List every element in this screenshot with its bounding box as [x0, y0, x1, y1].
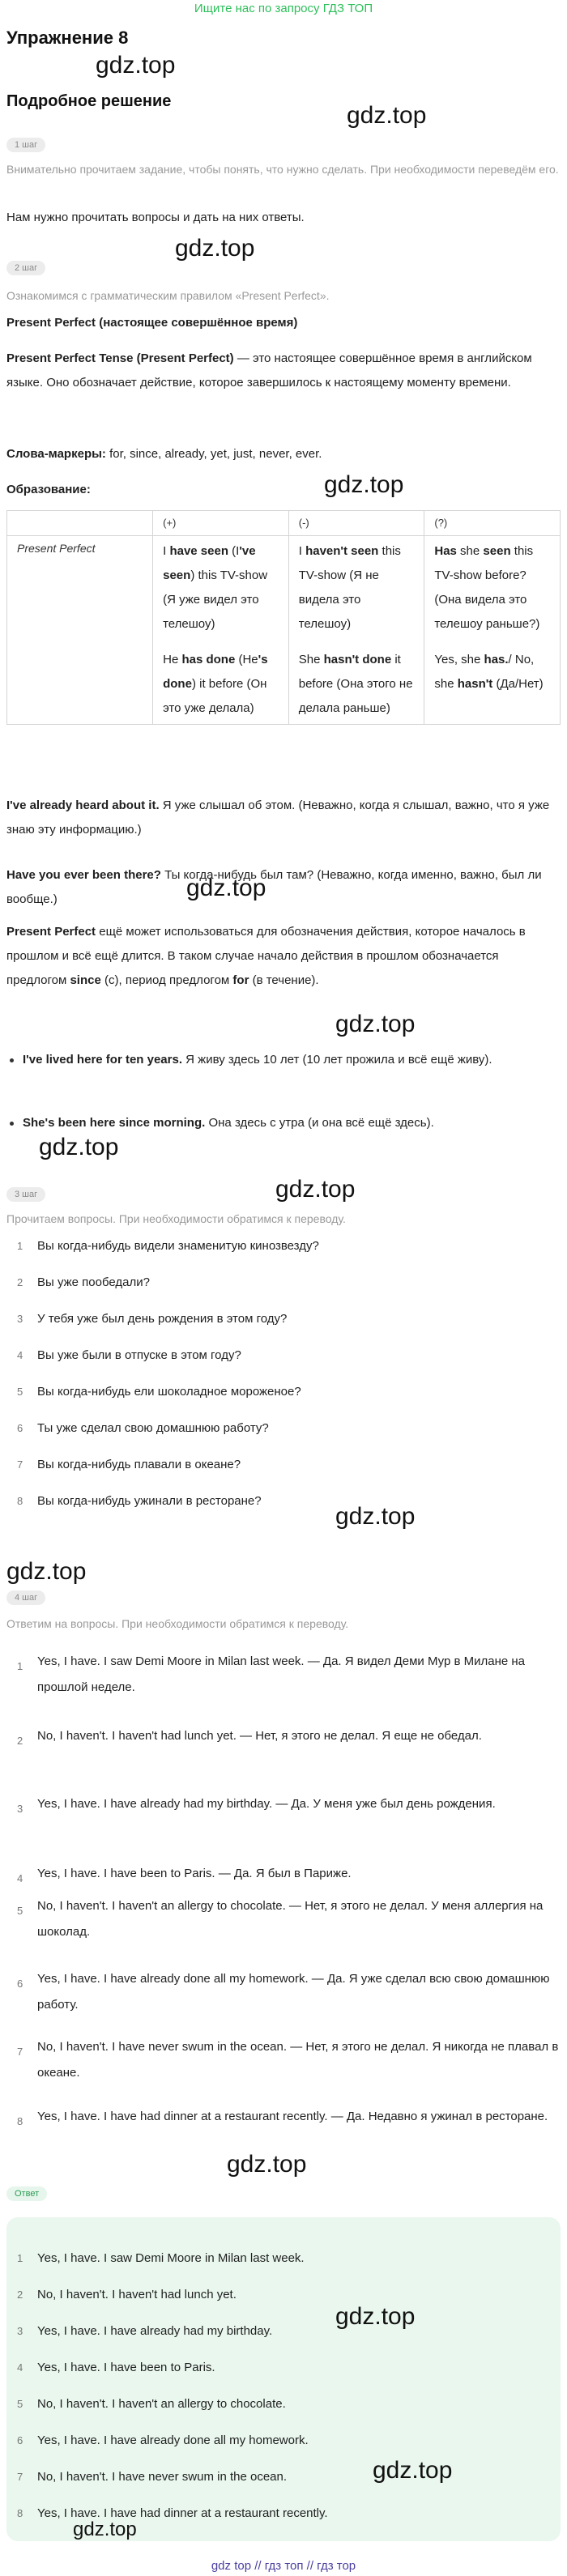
list-item: 7 Вы когда-нибудь плавали в океане? — [17, 1458, 241, 1471]
bullet-item: I've lived here for ten years. Я живу здесь 10 лет (10 лет прожила и всё ещё живу). — [23, 1048, 557, 1072]
step-hint: Внимательно прочитаем задание, чтобы понять, что нужно сделать. При необходимости переведём его. — [6, 163, 559, 176]
watermark: gdz.top — [335, 1011, 416, 1037]
list-item: 5 Вы когда-нибудь ели шоколадное мороженое? — [17, 1385, 301, 1399]
list-item: 8 Yes, I have. I have had dinner at a restaurant recently. — Да. Недавно я ужинал в ресторане. — [17, 2110, 548, 2127]
watermark: gdz.top — [96, 52, 176, 79]
list-item: 3 У тебя уже был день рождения в этом году? — [17, 1312, 288, 1326]
column-header-question: (?) — [424, 511, 561, 536]
footer-links[interactable]: gdz top // гдз топ // гдз тор — [211, 2559, 356, 2573]
step-hint: Прочитаем вопросы. При необходимости обратимся к переводу. — [6, 1212, 346, 1225]
list-item: 5 No, I haven't. I haven't an allergy to chocolate. — Нет, я этого не делал. У меня аллергия на шоколад. — [17, 1899, 544, 1939]
bullet-item: She's been here since morning. Она здесь с утра (и она всё ещё здесь). — [23, 1111, 557, 1135]
table-corner — [7, 511, 153, 536]
answer-badge: Ответ — [6, 2186, 47, 2201]
list-item: 1 Yes, I have. I saw Demi Moore in Milan last week. — Да. Я видел Деми Мур в Милане на прошлой неделе. — [17, 1654, 526, 1694]
step-text: Нам нужно прочитать вопросы и дать на них ответы. — [6, 211, 305, 224]
example-sentence: Have you ever been there? Ты когда-нибудь был там? (Неважно, когда именно, важно, был ли вообще.) — [6, 868, 542, 906]
list-item: 2 No, I haven't. I haven't had lunch yet. — [17, 2288, 237, 2301]
column-header-negative: (-) — [288, 511, 424, 536]
watermark: gdz.top — [373, 2457, 453, 2484]
row-label: Present Perfect — [7, 536, 153, 725]
list-item: 6 Yes, I have. I have already done all my homework. — Да. Я уже сделал всю свою домашнюю работу. — [17, 1972, 550, 2012]
step-hint: Ответим на вопросы. При необходимости обратимся к переводу. — [6, 1617, 349, 1630]
watermark: gdz.top — [175, 235, 255, 262]
list-item: 1 Yes, I have. I saw Demi Moore in Milan last week. — [17, 2251, 305, 2265]
final-answers-list — [0, 2248, 559, 2540]
watermark: gdz.top — [324, 471, 404, 498]
table-cell-affirmative: I have seen (I've seen) this TV-show (Я уже видел это телешоу) He has done (He's done) it before (Он это уже делала) — [153, 536, 289, 725]
rule-definition: Present Perfect Tense (Present Perfect) — это настоящее совершённое время в английском языке. Оно обозначает действие, которое завершилось к настоящему моменту времени. — [6, 351, 532, 390]
watermark: gdz.top — [186, 875, 266, 901]
step-badge: 1 шаг — [6, 138, 45, 152]
list-item: 4 Вы уже были в отпуске в этом году? — [17, 1348, 241, 1362]
step-badge: 4 шаг — [6, 1590, 45, 1605]
list-item: 3 Yes, I have. I have already had my birthday. — [17, 2324, 273, 2338]
signal-words: Слова-маркеры: for, since, already, yet, just, never, ever. — [6, 447, 322, 461]
list-item: 4 Yes, I have. I have been to Paris. — [17, 2361, 215, 2374]
list-item: 6 Yes, I have. I have already done all my homework. — [17, 2433, 309, 2447]
list-item: 8 Yes, I have. I have had dinner at a restaurant recently. — [17, 2506, 328, 2520]
list-item: 1 Вы когда-нибудь видели знаменитую кинозвезду? — [17, 1239, 319, 1253]
formation-label: Образование: — [6, 483, 91, 496]
grammar-table — [6, 510, 561, 725]
watermark: gdz.top — [39, 1134, 119, 1160]
column-header-affirmative: (+) — [153, 511, 289, 536]
list-item: 7 No, I haven't. I have never swum in the ocean. — [17, 2470, 288, 2484]
answers-list — [0, 1649, 559, 2169]
step-badge: 2 шаг — [6, 261, 45, 275]
watermark: gdz.top — [335, 1503, 416, 1530]
list-item: 7 No, I haven't. I have never swum in the ocean. — Нет, я этого не делал. Я никогда не плавал в океане. — [17, 2040, 559, 2080]
step-hint: Ознакомимся с грамматическим правилом «Present Perfect». — [6, 289, 330, 302]
search-promo-link[interactable]: Ищите нас по запросу ГДЗ ТОП — [194, 2, 373, 15]
watermark: gdz.top — [275, 1176, 356, 1203]
watermark: gdz.top — [347, 102, 427, 129]
step-badge: 3 шаг — [6, 1187, 45, 1202]
list-item: 4 Yes, I have. I have been to Paris. — Да. Я был в Париже. — [17, 1867, 352, 1884]
list-item: 6 Ты уже сделал свою домашнюю работу? — [17, 1421, 269, 1435]
list-item: 2 Вы уже пообедали? — [17, 1275, 150, 1289]
table-cell-question: Has she seen this TV-show before? (Она видела это телешоу раньше?) Yes, she has./ No, she hasn't (Да/Нет) — [424, 536, 561, 725]
watermark: gdz.top — [335, 2303, 416, 2330]
rule-paragraph: Present Perfect ещё может использоваться для обозначения действия, которое началось в прошлом и всё ещё длится. В таком случае начало действия в прошлом обозначается предлогом since (с), период предлогом for (в течение). — [6, 925, 526, 987]
list-item: 3 Yes, I have. I have already had my birthday. — Да. У меня уже был день рождения. — [17, 1797, 496, 1815]
watermark: gdz.top — [227, 2151, 307, 2178]
watermark: gdz.top — [6, 1558, 87, 1585]
table-cell-negative: I haven't seen this TV-show (Я не видела это телешоу) She hasn't done it before (Она этого не делала раньше) — [288, 536, 424, 725]
questions-list — [0, 1236, 559, 1527]
bullet-icon — [10, 1058, 14, 1062]
example-sentence: I've already heard about it. Я уже слышал об этом. (Неважно, когда я слышал, важно, что я уже знаю эту информацию.) — [6, 798, 550, 837]
list-item: 8 Вы когда-нибудь ужинали в ресторане? — [17, 1494, 262, 1508]
list-item: 2 No, I haven't. I haven't had lunch yet. — Нет, я этого не делал. Я еще не обедал. — [17, 1729, 482, 1747]
rule-heading: Present Perfect (настоящее совершённое время) — [6, 316, 298, 330]
section-title: Подробное решение — [6, 92, 172, 110]
bullet-icon — [10, 1122, 14, 1126]
list-item: 5 No, I haven't. I haven't an allergy to chocolate. — [17, 2397, 286, 2411]
page-title: Упражнение 8 — [6, 28, 129, 48]
watermark: gdz.top — [73, 2519, 137, 2540]
